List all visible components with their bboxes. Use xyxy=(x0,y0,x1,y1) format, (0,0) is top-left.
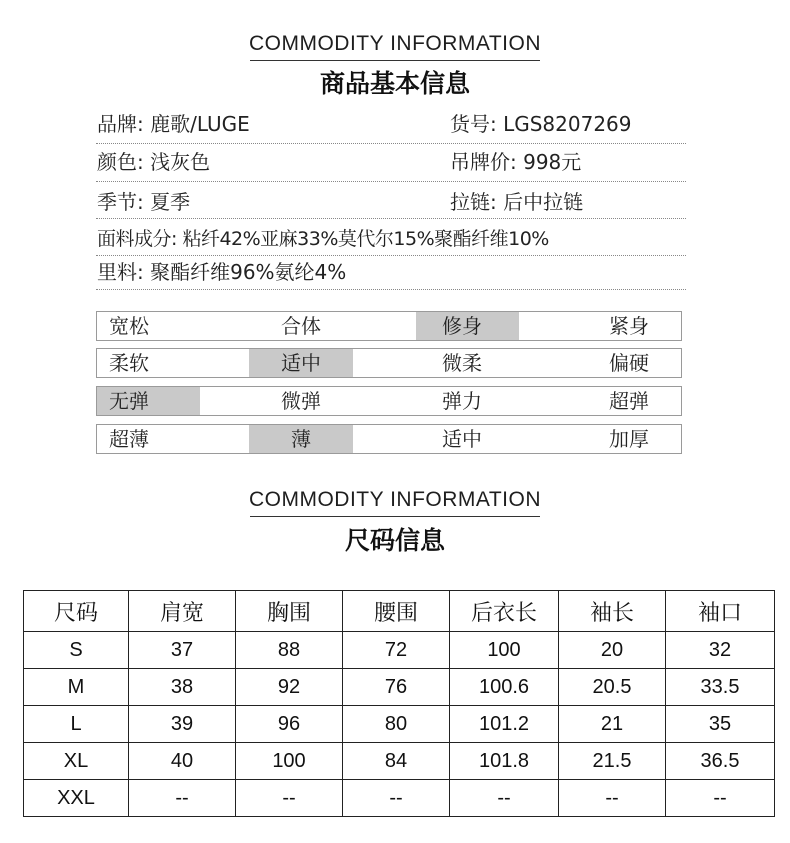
feature-row-fit xyxy=(96,311,682,341)
feature-option-selected: 适中 xyxy=(249,349,353,377)
feature-option: 柔软 xyxy=(109,351,149,375)
column-header: 袖口 xyxy=(666,591,775,632)
table-cell: -- xyxy=(343,780,450,817)
table-cell: 76 xyxy=(343,669,450,706)
item-number-text: 货号: LGS8207269 xyxy=(450,112,632,136)
feature-row-thickness xyxy=(96,424,682,454)
table-cell: 80 xyxy=(343,706,450,743)
feature-option: 超薄 xyxy=(109,427,149,451)
feature-option: 偏硬 xyxy=(609,351,649,375)
column-header: 肩宽 xyxy=(129,591,236,632)
size-table xyxy=(23,590,775,817)
table-cell: M xyxy=(24,669,129,706)
dotted-divider xyxy=(96,143,686,144)
feature-option-selected: 修身 xyxy=(416,312,519,340)
divider xyxy=(250,516,540,517)
feature-row-elasticity xyxy=(96,386,682,416)
lining-text: 里料: 聚酯纤维96%氨纶4% xyxy=(97,260,347,284)
feature-option-selected: 无弹 xyxy=(97,387,200,415)
table-cell: 33.5 xyxy=(666,669,775,706)
table-cell: 101.8 xyxy=(450,743,559,780)
feature-option: 宽松 xyxy=(109,314,149,338)
table-cell: 39 xyxy=(129,706,236,743)
brand-text: 品牌: 鹿歌/LUGE xyxy=(97,112,250,136)
feature-option: 超弹 xyxy=(609,389,649,413)
feature-option: 加厚 xyxy=(609,427,649,451)
table-cell: 100.6 xyxy=(450,669,559,706)
column-header: 袖长 xyxy=(559,591,666,632)
feature-option: 紧身 xyxy=(609,314,649,338)
feature-option: 微弹 xyxy=(281,389,321,413)
table-cell: 88 xyxy=(236,632,343,669)
section-title-en: COMMODITY INFORMATION xyxy=(248,488,542,511)
dotted-divider xyxy=(96,181,686,182)
table-cell: 32 xyxy=(666,632,775,669)
table-cell: -- xyxy=(559,780,666,817)
table-cell: XL xyxy=(24,743,129,780)
table-cell: -- xyxy=(236,780,343,817)
tag-price-text: 吊牌价: 998元 xyxy=(450,150,582,174)
dotted-divider xyxy=(96,218,686,219)
table-cell: 36.5 xyxy=(666,743,775,780)
feature-row-softness xyxy=(96,348,682,378)
table-cell: -- xyxy=(666,780,775,817)
section-title-en: COMMODITY INFORMATION xyxy=(248,32,542,55)
column-header: 后衣长 xyxy=(450,591,559,632)
table-cell: S xyxy=(24,632,129,669)
table-cell: 20.5 xyxy=(559,669,666,706)
dotted-divider xyxy=(96,289,686,290)
table-cell: 20 xyxy=(559,632,666,669)
section-title-cn: 商品基本信息 xyxy=(319,69,470,98)
fabric-text: 面料成分: 粘纤42%亚麻33%莫代尔15%聚酯纤维10% xyxy=(97,228,549,250)
table-row xyxy=(24,706,775,743)
color-text: 颜色: 浅灰色 xyxy=(97,150,211,174)
table-row xyxy=(24,780,775,817)
section-title-cn: 尺码信息 xyxy=(344,526,445,555)
table-cell: 21 xyxy=(559,706,666,743)
feature-option: 合体 xyxy=(281,314,321,338)
table-row xyxy=(24,743,775,780)
table-cell: 37 xyxy=(129,632,236,669)
divider xyxy=(250,60,540,61)
table-cell: 40 xyxy=(129,743,236,780)
table-cell: 96 xyxy=(236,706,343,743)
feature-option: 微柔 xyxy=(442,351,482,375)
column-header: 胸围 xyxy=(236,591,343,632)
table-cell: 38 xyxy=(129,669,236,706)
table-row xyxy=(24,632,775,669)
season-text: 季节: 夏季 xyxy=(97,190,191,214)
table-cell: 84 xyxy=(343,743,450,780)
table-cell: XXL xyxy=(24,780,129,817)
table-row xyxy=(24,669,775,706)
table-cell: 21.5 xyxy=(559,743,666,780)
table-header-row xyxy=(24,591,775,632)
table-cell: L xyxy=(24,706,129,743)
table-cell: 100 xyxy=(236,743,343,780)
table-cell: 35 xyxy=(666,706,775,743)
zipper-text: 拉链: 后中拉链 xyxy=(450,190,584,214)
table-cell: -- xyxy=(129,780,236,817)
feature-option: 弹力 xyxy=(442,389,482,413)
table-cell: 92 xyxy=(236,669,343,706)
table-cell: -- xyxy=(450,780,559,817)
feature-option-selected: 薄 xyxy=(249,425,353,453)
table-cell: 72 xyxy=(343,632,450,669)
table-cell: 100 xyxy=(450,632,559,669)
column-header: 尺码 xyxy=(24,591,129,632)
feature-option: 适中 xyxy=(442,427,482,451)
column-header: 腰围 xyxy=(343,591,450,632)
dotted-divider xyxy=(96,255,686,256)
table-cell: 101.2 xyxy=(450,706,559,743)
